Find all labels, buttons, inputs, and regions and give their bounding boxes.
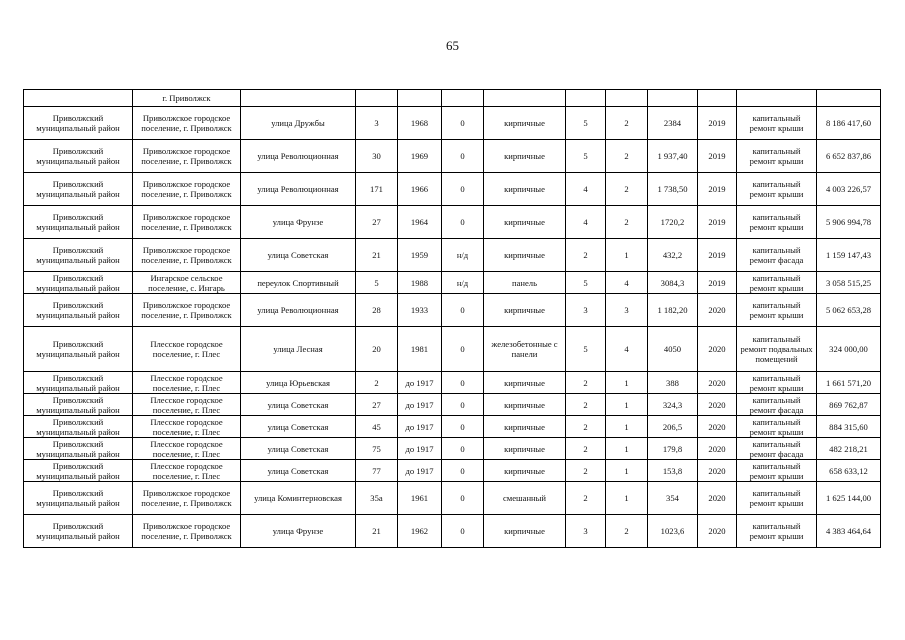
cell-year: 1966 (398, 173, 442, 206)
cell-col7: 0 (442, 327, 484, 372)
cell-district: Приволжский муниципальный район (24, 327, 133, 372)
table-row (24, 460, 881, 482)
cell-col7: 0 (442, 107, 484, 140)
cell-entrances: 1 (606, 239, 648, 272)
cell-entrances: 2 (606, 206, 648, 239)
cell-plan-year: 2019 (698, 206, 737, 239)
page-number: 65 (446, 38, 459, 53)
cell-cost: 324 000,00 (817, 327, 881, 372)
table-row (24, 294, 881, 327)
cell-work-type: капитальный ремонт крыши (737, 515, 817, 548)
table-row (24, 515, 881, 548)
cell-col7: 0 (442, 394, 484, 416)
cell-street: переулок Спортивный (241, 272, 356, 294)
cell-walls: кирпичные (484, 173, 566, 206)
cell-area: 2384 (648, 107, 698, 140)
cell-house: 5 (356, 272, 398, 294)
cell-settlement: Плесское городское поселение, г. Плес (133, 372, 241, 394)
cell-col7: 0 (442, 140, 484, 173)
cell-street: улица Советская (241, 460, 356, 482)
cell-floors: 2 (566, 416, 606, 438)
cell-plan-year: 2020 (698, 438, 737, 460)
cell-walls: кирпичные (484, 372, 566, 394)
cell-work-type: капитальный ремонт подвальных помещений (737, 327, 817, 372)
cell-cost: 658 633,12 (817, 460, 881, 482)
cell-settlement: г. Приволжск (133, 90, 241, 107)
cell-area: 1720,2 (648, 206, 698, 239)
cell-cost: 5 062 653,28 (817, 294, 881, 327)
cell-work-type: капитальный ремонт крыши (737, 272, 817, 294)
cell-year: до 1917 (398, 460, 442, 482)
cell-entrances: 4 (606, 272, 648, 294)
cell-cost: 6 652 837,86 (817, 140, 881, 173)
cell-year: 1969 (398, 140, 442, 173)
cell-settlement: Приволжское городское поселение, г. Приволжск (133, 206, 241, 239)
cell-street: улица Революционная (241, 173, 356, 206)
cell-house: 30 (356, 140, 398, 173)
cell-plan-year: 2020 (698, 372, 737, 394)
cell-entrances: 2 (606, 107, 648, 140)
continuation-row (24, 90, 881, 107)
cell-area: 1 182,20 (648, 294, 698, 327)
cell-entrances: 1 (606, 372, 648, 394)
cell-street: улица Дружбы (241, 107, 356, 140)
cell-walls (484, 90, 566, 107)
cell-settlement: Приволжское городское поселение, г. Приволжск (133, 482, 241, 515)
cell-street: улица Фрунзе (241, 206, 356, 239)
cell-year: до 1917 (398, 416, 442, 438)
cell-floors: 5 (566, 327, 606, 372)
table-row (24, 416, 881, 438)
cell-house: 45 (356, 416, 398, 438)
cell-walls: кирпичные (484, 239, 566, 272)
cell-settlement: Плесское городское поселение, г. Плес (133, 416, 241, 438)
table-row (24, 173, 881, 206)
cell-street: улица Коминтерновская (241, 482, 356, 515)
cell-work-type: капитальный ремонт фасада (737, 438, 817, 460)
cell-house: 171 (356, 173, 398, 206)
cell-col7: 0 (442, 294, 484, 327)
cell-street: улица Советская (241, 394, 356, 416)
cell-settlement: Плесское городское поселение, г. Плес (133, 327, 241, 372)
cell-plan-year: 2020 (698, 327, 737, 372)
cell-plan-year: 2020 (698, 416, 737, 438)
cell-entrances: 1 (606, 416, 648, 438)
cell-cost: 482 218,21 (817, 438, 881, 460)
cell-house: 75 (356, 438, 398, 460)
table-body (24, 90, 881, 548)
cell-district: Приволжский муниципальный район (24, 294, 133, 327)
cell-work-type: капитальный ремонт фасада (737, 239, 817, 272)
repair-plan-table (23, 89, 881, 548)
cell-entrances (606, 90, 648, 107)
table-row (24, 482, 881, 515)
cell-work-type: капитальный ремонт крыши (737, 482, 817, 515)
cell-year: 1964 (398, 206, 442, 239)
cell-cost (817, 90, 881, 107)
cell-year: 1981 (398, 327, 442, 372)
cell-work-type: капитальный ремонт крыши (737, 173, 817, 206)
cell-walls: кирпичные (484, 206, 566, 239)
cell-floors: 2 (566, 482, 606, 515)
cell-col7: 0 (442, 173, 484, 206)
cell-house: 20 (356, 327, 398, 372)
cell-settlement: Плесское городское поселение, г. Плес (133, 460, 241, 482)
cell-plan-year (698, 90, 737, 107)
cell-settlement: Приволжское городское поселение, г. Приволжск (133, 140, 241, 173)
cell-entrances: 2 (606, 173, 648, 206)
cell-district: Приволжский муниципальный район (24, 107, 133, 140)
cell-entrances: 2 (606, 515, 648, 548)
table-row (24, 394, 881, 416)
cell-house: 77 (356, 460, 398, 482)
cell-year: до 1917 (398, 438, 442, 460)
cell-area: 324,3 (648, 394, 698, 416)
cell-area (648, 90, 698, 107)
cell-walls: кирпичные (484, 416, 566, 438)
cell-area: 153,8 (648, 460, 698, 482)
cell-cost: 4 383 464,64 (817, 515, 881, 548)
cell-col7: 0 (442, 416, 484, 438)
cell-district: Приволжский муниципальный район (24, 515, 133, 548)
cell-year (398, 90, 442, 107)
cell-plan-year: 2020 (698, 294, 737, 327)
cell-plan-year: 2020 (698, 460, 737, 482)
cell-walls: кирпичные (484, 515, 566, 548)
cell-entrances: 1 (606, 482, 648, 515)
cell-year: 1988 (398, 272, 442, 294)
cell-floors: 2 (566, 372, 606, 394)
cell-year: до 1917 (398, 372, 442, 394)
cell-work-type: капитальный ремонт крыши (737, 460, 817, 482)
cell-work-type: капитальный ремонт крыши (737, 206, 817, 239)
cell-walls: кирпичные (484, 438, 566, 460)
cell-year: 1933 (398, 294, 442, 327)
cell-cost: 884 315,60 (817, 416, 881, 438)
cell-district: Приволжский муниципальный район (24, 140, 133, 173)
cell-cost: 1 661 571,20 (817, 372, 881, 394)
cell-house: 21 (356, 239, 398, 272)
cell-walls: смешанный (484, 482, 566, 515)
cell-settlement: Плесское городское поселение, г. Плес (133, 438, 241, 460)
cell-work-type (737, 90, 817, 107)
cell-house (356, 90, 398, 107)
cell-floors: 2 (566, 438, 606, 460)
cell-col7: н/д (442, 272, 484, 294)
cell-floors: 2 (566, 394, 606, 416)
table-row (24, 206, 881, 239)
cell-year: до 1917 (398, 394, 442, 416)
cell-cost: 4 003 226,57 (817, 173, 881, 206)
cell-year: 1968 (398, 107, 442, 140)
cell-house: 28 (356, 294, 398, 327)
cell-house: 3 (356, 107, 398, 140)
cell-floors: 4 (566, 173, 606, 206)
table-row (24, 107, 881, 140)
cell-col7: 0 (442, 482, 484, 515)
cell-house: 21 (356, 515, 398, 548)
cell-plan-year: 2019 (698, 272, 737, 294)
cell-street: улица Фрунзе (241, 515, 356, 548)
cell-entrances: 2 (606, 140, 648, 173)
cell-floors (566, 90, 606, 107)
cell-cost: 8 186 417,60 (817, 107, 881, 140)
cell-settlement: Приволжское городское поселение, г. Приволжск (133, 239, 241, 272)
cell-house: 27 (356, 394, 398, 416)
cell-cost: 3 058 515,25 (817, 272, 881, 294)
cell-col7: н/д (442, 239, 484, 272)
cell-work-type: капитальный ремонт крыши (737, 107, 817, 140)
cell-street: улица Революционная (241, 140, 356, 173)
cell-settlement: Приволжское городское поселение, г. Приволжск (133, 294, 241, 327)
cell-walls: железобетонные с панели (484, 327, 566, 372)
cell-col7: 0 (442, 206, 484, 239)
cell-plan-year: 2019 (698, 107, 737, 140)
cell-col7: 0 (442, 515, 484, 548)
table-row (24, 438, 881, 460)
cell-settlement: Приволжское городское поселение, г. Приволжск (133, 107, 241, 140)
cell-area: 388 (648, 372, 698, 394)
cell-area: 432,2 (648, 239, 698, 272)
cell-entrances: 1 (606, 438, 648, 460)
cell-area: 354 (648, 482, 698, 515)
cell-col7: 0 (442, 438, 484, 460)
cell-area: 1 937,40 (648, 140, 698, 173)
cell-street: улица Революционная (241, 294, 356, 327)
cell-district: Приволжский муниципальный район (24, 460, 133, 482)
cell-district: Приволжский муниципальный район (24, 173, 133, 206)
cell-area: 1023,6 (648, 515, 698, 548)
cell-cost: 1 625 144,00 (817, 482, 881, 515)
cell-work-type: капитальный ремонт крыши (737, 416, 817, 438)
cell-floors: 2 (566, 460, 606, 482)
cell-street (241, 90, 356, 107)
cell-district: Приволжский муниципальный район (24, 206, 133, 239)
cell-floors: 5 (566, 140, 606, 173)
cell-entrances: 4 (606, 327, 648, 372)
cell-col7 (442, 90, 484, 107)
table-row (24, 272, 881, 294)
cell-walls: кирпичные (484, 140, 566, 173)
cell-year: 1961 (398, 482, 442, 515)
cell-area: 179,8 (648, 438, 698, 460)
cell-floors: 3 (566, 294, 606, 327)
cell-district: Приволжский муниципальный район (24, 272, 133, 294)
cell-house: 27 (356, 206, 398, 239)
cell-district: Приволжский муниципальный район (24, 482, 133, 515)
cell-plan-year: 2020 (698, 482, 737, 515)
cell-district: Приволжский муниципальный район (24, 239, 133, 272)
cell-area: 3084,3 (648, 272, 698, 294)
cell-cost: 5 906 994,78 (817, 206, 881, 239)
cell-col7: 0 (442, 460, 484, 482)
cell-street: улица Лесная (241, 327, 356, 372)
table-row (24, 239, 881, 272)
cell-house: 35а (356, 482, 398, 515)
cell-area: 206,5 (648, 416, 698, 438)
cell-walls: кирпичные (484, 394, 566, 416)
cell-work-type: капитальный ремонт крыши (737, 140, 817, 173)
cell-plan-year: 2019 (698, 239, 737, 272)
cell-entrances: 1 (606, 394, 648, 416)
cell-floors: 5 (566, 272, 606, 294)
cell-walls: кирпичные (484, 460, 566, 482)
cell-area: 1 738,50 (648, 173, 698, 206)
cell-settlement: Плесское городское поселение, г. Плес (133, 394, 241, 416)
cell-street: улица Советская (241, 416, 356, 438)
cell-entrances: 1 (606, 460, 648, 482)
cell-district: Приволжский муниципальный район (24, 416, 133, 438)
cell-plan-year: 2020 (698, 515, 737, 548)
cell-work-type: капитальный ремонт крыши (737, 372, 817, 394)
cell-street: улица Юрьевская (241, 372, 356, 394)
cell-entrances: 3 (606, 294, 648, 327)
cell-year: 1959 (398, 239, 442, 272)
cell-settlement: Приволжское городское поселение, г. Приволжск (133, 515, 241, 548)
cell-area: 4050 (648, 327, 698, 372)
cell-plan-year: 2020 (698, 394, 737, 416)
cell-floors: 5 (566, 107, 606, 140)
cell-plan-year: 2019 (698, 140, 737, 173)
cell-plan-year: 2019 (698, 173, 737, 206)
cell-district: Приволжский муниципальный район (24, 438, 133, 460)
cell-walls: кирпичные (484, 107, 566, 140)
cell-settlement: Приволжское городское поселение, г. Приволжск (133, 173, 241, 206)
cell-work-type: капитальный ремонт фасада (737, 394, 817, 416)
cell-street: улица Советская (241, 239, 356, 272)
cell-col7: 0 (442, 372, 484, 394)
cell-district: Приволжский муниципальный район (24, 394, 133, 416)
cell-walls: панель (484, 272, 566, 294)
cell-district (24, 90, 133, 107)
cell-cost: 1 159 147,43 (817, 239, 881, 272)
cell-walls: кирпичные (484, 294, 566, 327)
table-row (24, 327, 881, 372)
cell-street: улица Советская (241, 438, 356, 460)
cell-floors: 3 (566, 515, 606, 548)
cell-year: 1962 (398, 515, 442, 548)
cell-floors: 2 (566, 239, 606, 272)
cell-work-type: капитальный ремонт крыши (737, 294, 817, 327)
cell-district: Приволжский муниципальный район (24, 372, 133, 394)
cell-settlement: Ингарское сельское поселение, с. Ингарь (133, 272, 241, 294)
cell-floors: 4 (566, 206, 606, 239)
cell-house: 2 (356, 372, 398, 394)
table-row (24, 372, 881, 394)
table-row (24, 140, 881, 173)
cell-cost: 869 762,87 (817, 394, 881, 416)
